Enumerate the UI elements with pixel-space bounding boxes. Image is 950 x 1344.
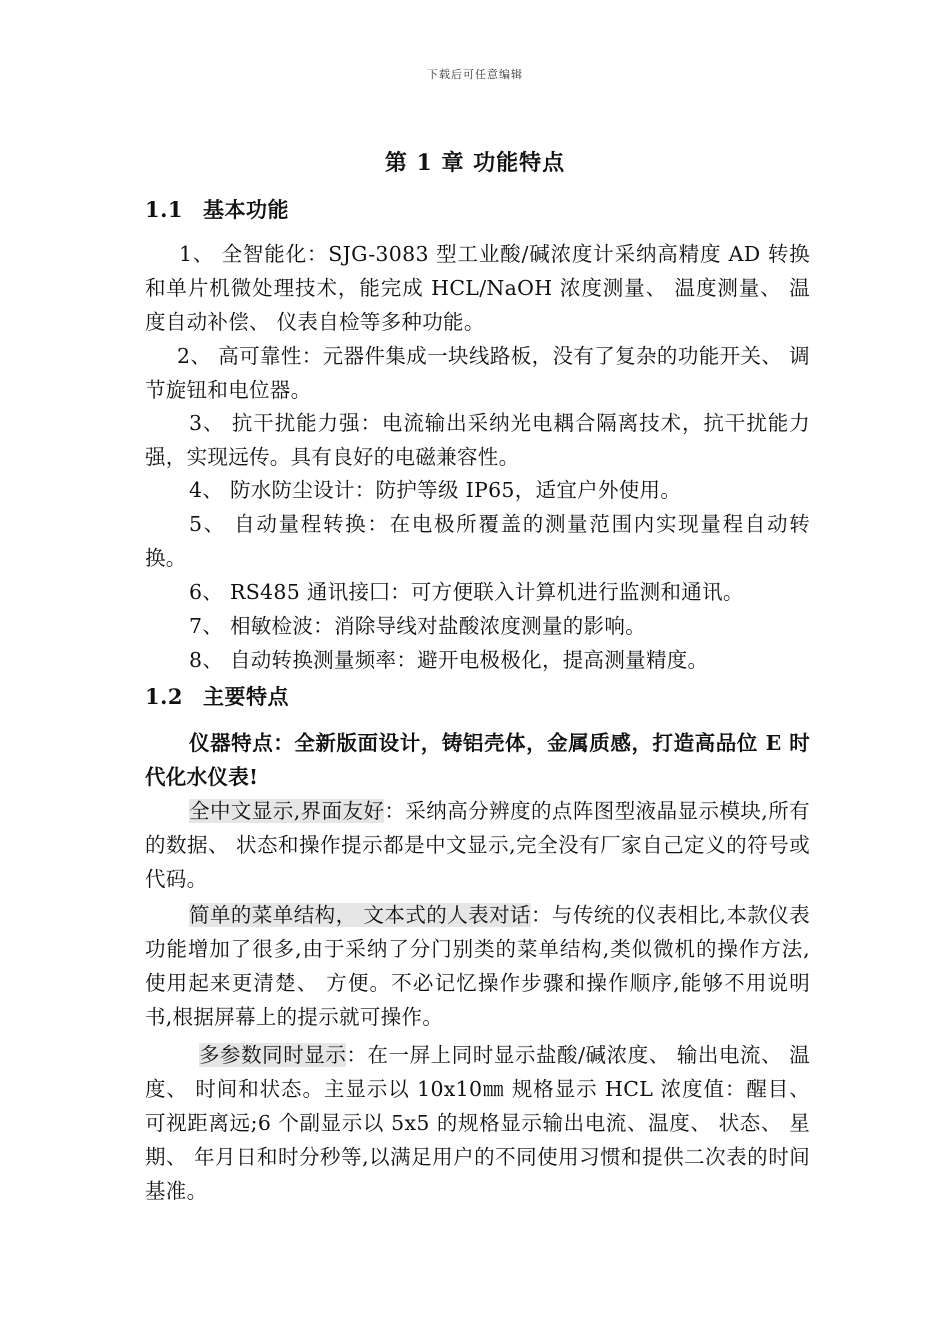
- list-item-2: 2、 高可靠性：元器件集成一块线路板，没有了复杂的功能开关、 调节旋钮和电位器。: [145, 344, 810, 402]
- section-heading-basic-functions: [145, 194, 289, 224]
- feature-text: ：在一屏上同时显示盐酸/碱浓度、 输出电流、 温度、 时间和状态。主显示以 10x10㎜ 规格显示 HCL 浓度值：醒目、 可视距离远;6 个副显示以 5x5 的规格显示输出电流、温度、 状态、 星期、 年月日和时分秒等,以满足用户的不同使用习惯和提供二次表的时间基准。: [145, 1043, 811, 1203]
- list-item-6: 6、 RS485 通讯接囗：可方便联入计算机进行监测和通讯。: [189, 580, 744, 604]
- list-item-3: 3、 抗干扰能力强：电流输出采纳光电耦合隔离技术，抗干扰能力强，实现远传。具有良好的电磁兼容性。: [145, 411, 810, 469]
- feature-paragraph-3: [145, 1038, 810, 1208]
- feature-paragraph-1: [145, 794, 810, 896]
- feature-text: ：采纳高分辨度的点阵图型液晶显示模块,所有的数据、 状态和操作提示都是中文显示,完全没有厂家自己定义的符号或代码。: [145, 799, 810, 891]
- list-item-1: 1、 全智能化：SJG-3083 型工业酸/碱浓度计采纳高精度 AD 转换和单片机微处理技术，能完成 HCL/NaOH 浓度测量、 温度测量、 温度自动补偿、 仪表自检等多种功能。: [145, 242, 810, 334]
- feature-label: 简单的菜单结构， 文本式的人表对话: [189, 903, 531, 927]
- section-number: 1.1: [145, 197, 184, 222]
- list-item-4: 4、 防水防尘设计：防护等级 IP65，适宜户外使用。: [189, 478, 682, 502]
- list-item-7: 7、 相敏检波：消除导线对盐酸浓度测量的影响。: [189, 614, 646, 638]
- page-header: 下载后可任意编辑: [427, 68, 523, 81]
- features-intro: 仪器特点：全新版面设计，铸铝壳体，金属质感，打造高品位 E 时代化水仪表!: [145, 731, 810, 789]
- section-title: 主要特点: [203, 684, 289, 709]
- list-item-8: 8、 自动转换测量频率：避开电极极化，提高测量精度。: [189, 648, 709, 672]
- section-number: 1.2: [145, 684, 184, 709]
- feature-text: ：与传统的仪表相比,本款仪表功能增加了很多,由于采纳了分门别类的菜单结构,类似微机的操作方法,使用起来更清楚、 方便。不必记忆操作步骤和操作顺序,能够不用说明书,根据屏幕上的提示就可操作。: [145, 903, 811, 1029]
- feature-label: 多参数同时显示: [199, 1043, 347, 1067]
- chapter-title: 第 1 章 功能特点: [384, 150, 566, 176]
- feature-label: 全中文显示,界面友好: [189, 799, 385, 823]
- section-title: 基本功能: [203, 197, 289, 222]
- feature-paragraph-2: [145, 898, 810, 1034]
- section-heading-main-features: [145, 681, 289, 711]
- list-item-5: 5、 自动量程转换：在电极所覆盖的测量范围内实现量程自动转换。: [145, 512, 810, 570]
